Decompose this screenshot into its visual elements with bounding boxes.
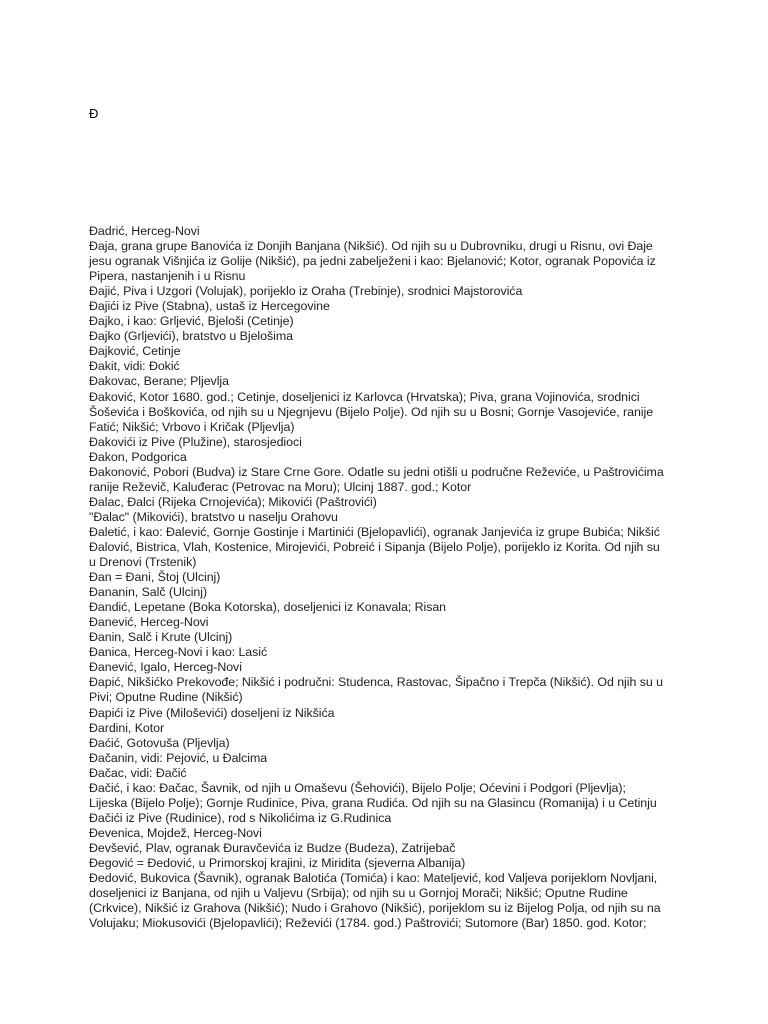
entry-line: Šoševića i Boškovića, od njih su u Njegnjevu (Bijelo Polje). Od njih su u Bosni; Gornje Vasojeviće, ranije <box>89 404 654 419</box>
entry-line: Đajković, Cetinje <box>89 344 181 359</box>
entry-line: jesu ogranak Višnjića iz Golije (Nikšić), pa jedni zabelježeni i kao: Bjelanović; Kotor, ogranak Popovića iz <box>89 254 656 269</box>
entry-line: Đadrić, Herceg-Novi <box>89 224 200 238</box>
entry-line: Đevenica, Mojdež, Herceg-Novi <box>89 825 262 840</box>
entry-line: Đačac, vidi: Đačić <box>89 765 187 780</box>
entry-line: Đevšević, Plav, ogranak Đuravčevića iz Budze (Budeza), Zatrijebač <box>89 840 456 855</box>
entry-line: Đananin, Salč (Ulcinj) <box>89 585 208 600</box>
entry-line: Đajić, Piva i Uzgori (Volujak), porijeklo iz Oraha (Trebinje), srodnici Majstorovića <box>89 284 523 299</box>
entry-line: Đakonović, Pobori (Budva) iz Stare Crne Gore. Odatle su jedni otišli u područne Reževiće, u Paštrovićima <box>89 464 664 479</box>
entry-line: Đaja, grana grupe Banovića iz Donjih Banjana (Nikšić). Od njih su u Dubrovniku, drugi u Risnu, ovi Đaje <box>89 239 653 254</box>
entry-line: Đandić, Lepetane (Boka Kotorska), doseljenici iz Konavala; Risan <box>89 600 447 615</box>
entry-line: Đakovac, Berane; Pljevlja <box>89 374 229 389</box>
entry-line: Volujaku; Miokusovići (Bjelopavlići); Reževići (1784. god.) Paštrovići; Sutomore (Bar) 1850. god. Kotor; <box>89 916 647 931</box>
entry-line: u Drenovi (Trstenik) <box>89 555 197 570</box>
entry-line: Đapić, Nikšićko Prekovođe; Nikšić i područni: Studenca, Rastovac, Šipačno i Trepča (Nikšić). Od njih su u <box>89 675 663 690</box>
entry-line: "Đalac" (Mikovići), bratstvo u naselju Orahovu <box>89 509 338 524</box>
entry-line: Đačanin, vidi: Pejović, u Đalcima <box>89 750 268 765</box>
entry-line: Đajko, i kao: Grljević, Bjeloši (Cetinje) <box>89 314 294 329</box>
entry-line: Đakit, vidi: Đokić <box>89 359 180 374</box>
entry-line: Đan = Đani, Štoj (Ulcinj) <box>89 570 221 585</box>
entry-line: Đapići iz Pive (Miloševići) doseljeni iz Nikšića <box>89 705 335 720</box>
entry-line: Đajko (Grljevići), bratstvo u Bjelošima <box>89 329 293 344</box>
entry-line: Fatić; Nikšić; Vrbovo i Kričak (Pljevlja) <box>89 419 295 434</box>
entry-line: Đardini, Kotor <box>89 720 165 735</box>
entry-line: Đačić, i kao: Đačac, Šavnik, od njih u Omaševu (Šehovići), Bijelo Polje; Oćevini i Podgori (Pljevlja); <box>89 780 626 795</box>
entry-line: Đanin, Salč i Krute (Ulcinj) <box>89 630 233 645</box>
entry-line: Lijeska (Bijelo Polje); Gornje Rudinice, Piva, grana Rudića. Od njih su na Glasincu (Romanija) i u Cetinju <box>89 795 657 810</box>
entry-line: Đaćić, Gotovuša (Pljevlja) <box>89 735 230 750</box>
entry-line: Đaletić, i kao: Đalević, Gornje Gostinje i Martinići (Bjelopavlići), ogranak Janjevića iz grupe Bubića; Nikšić <box>89 524 660 539</box>
entry-line: Đedović, Bukovica (Šavnik), ogranak Balotića (Tomića) i kao: Mateljević, kod Valjeva porijeklom Novljani, <box>89 871 658 886</box>
entry-line: Đanica, Herceg-Novi i kao: Lasić <box>89 645 268 660</box>
entry-line: Đajići iz Pive (Stabna), ustaš iz Hercegovine <box>89 299 330 314</box>
entry-line: ranije Reževič, Kaluđerac (Petrovac na Moru); Ulcinj 1887. god.; Kotor <box>89 479 472 494</box>
entry-line: Đalović, Bistrica, Vlah, Kostenice, Mirojevići, Pobreić i Sipanja (Bijelo Polje), porijeklo iz Korita. Od njih su <box>89 539 660 554</box>
entry-line: (Crkvice), Nikšić iz Grahova (Nikšić); Nudo i Grahovo (Nikšić), porijeklom su iz Bijelog Polja, od njih su na <box>89 901 661 916</box>
entry-line: Đakovići iz Pive (Plužine), starosjedioci <box>89 434 302 449</box>
entry-line: Đanević, Igalo, Herceg-Novi <box>89 660 242 675</box>
entry-line: Pipera, nastanjenih i u Risnu <box>89 269 246 284</box>
entry-line: Đalac, Đalci (Rijeka Crnojevića); Mikovići (Paštrovići) <box>89 494 377 509</box>
entry-line: Đačići iz Pive (Rudinice), rod s Nikolićima iz G.Rudinica <box>89 810 392 825</box>
entry-line: Đanević, Herceg-Novi <box>89 615 209 630</box>
entry-line: Pivi; Oputne Rudine (Nikšić) <box>89 690 243 705</box>
entry-line: Đegović = Đedović, u Primorskoj krajini, iz Miridita (sjeverna Albanija) <box>89 855 466 870</box>
entry-line: Đaković, Kotor 1680. god.; Cetinje, doseljenici iz Karlovca (Hrvatska); Piva, grana Vojinovića, srodnici <box>89 389 640 404</box>
entry-line: doseljenici iz Banjana, od njih u Valjevu (Srbija); od njih su u Gornjoj Morači; Nikšić; Oputne Rudine <box>89 886 628 901</box>
section-letter-heading: Đ <box>89 106 99 121</box>
entry-line: Đakon, Podgorica <box>89 449 187 464</box>
surname-entries <box>89 224 689 931</box>
